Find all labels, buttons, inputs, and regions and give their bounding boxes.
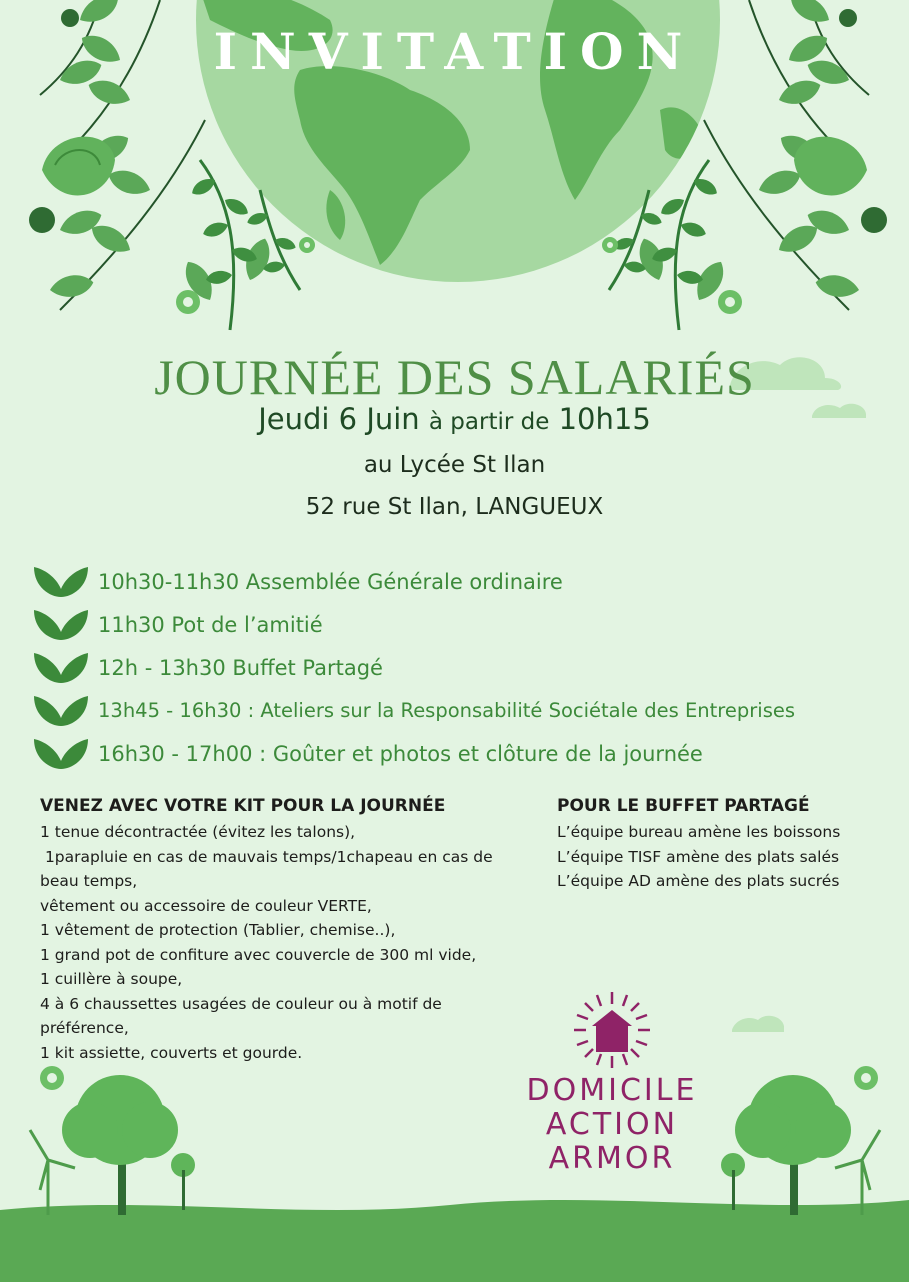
- event-date-connector: à partir de: [428, 409, 550, 435]
- kit-section: [40, 796, 534, 1065]
- event-title: JOURNÉE DES SALARIÉS: [154, 349, 755, 405]
- kit-line: 1 grand pot de confiture avec couvercle de 300 ml vide,: [40, 945, 477, 964]
- event-venue: au Lycée St Ilan: [363, 452, 546, 478]
- logo-line: DOMICILE: [526, 1073, 698, 1108]
- program-item: [32, 732, 902, 775]
- kit-line: 1 cuillère à soupe,: [40, 970, 183, 988]
- event-start-time: 10h15: [558, 402, 651, 436]
- program-item: [32, 603, 902, 646]
- leaf-bullet-icon: [32, 565, 90, 599]
- program-item: [32, 689, 902, 732]
- leaf-bullet-icon: [32, 608, 90, 642]
- buffet-line: L’équipe AD amène des plats sucrés: [557, 872, 840, 890]
- buffet-section: [557, 796, 897, 894]
- program-item: [32, 560, 902, 603]
- kit-line: 1parapluie en cas de mauvais temps/1chapeau en cas de beau temps,: [40, 847, 498, 890]
- sun-house-icon: [522, 990, 702, 1070]
- program-item-text: 13h45 - 16h30 : Ateliers sur la Responsabilité Sociétale des Entreprises: [98, 699, 796, 722]
- buffet-line: L’équipe bureau amène les boissons: [557, 823, 841, 841]
- buffet-line: L’équipe TISF amène des plats salés: [557, 847, 840, 866]
- program-item-text: 16h30 - 17h00 : Goûter et photos et clôture de la journée: [98, 741, 703, 766]
- program-item-text: 10h30-11h30 Assemblée Générale ordinaire: [98, 569, 563, 594]
- kit-line: 4 à 6 chaussettes usagées de couleur ou à motif de préférence,: [40, 994, 442, 1037]
- program-list: [32, 560, 902, 775]
- program-item: [32, 646, 902, 689]
- leaf-bullet-icon: [32, 651, 90, 685]
- invitation-title: INVITATION: [213, 22, 696, 81]
- event-date-line: [0, 402, 909, 436]
- event-address: 52 rue St Ilan, LANGUEUX: [305, 494, 604, 520]
- kit-line: 1 kit assiette, couverts et gourde.: [40, 1043, 303, 1062]
- leaf-bullet-icon: [32, 737, 90, 771]
- kit-line: vêtement ou accessoire de couleur VERTE,: [40, 896, 372, 915]
- kit-title: VENEZ AVEC VOTRE KIT POUR LA JOURNÉE: [40, 796, 446, 816]
- program-item-text: 11h30 Pot de l’amitié: [98, 612, 323, 637]
- kit-line: 1 vêtement de protection (Tablier, chemise..),: [40, 921, 396, 939]
- logo-line: ARMOR: [548, 1141, 676, 1176]
- program-item-text: 12h - 13h30 Buffet Partagé: [98, 655, 383, 680]
- domicile-action-armor-logo: [522, 990, 702, 1180]
- leaf-bullet-icon: [32, 694, 90, 728]
- logo-line: ACTION: [545, 1107, 679, 1142]
- kit-line: 1 tenue décontractée (évitez les talons),: [40, 823, 356, 841]
- event-date: Jeudi 6 Juin: [258, 402, 420, 436]
- buffet-title: POUR LE BUFFET PARTAGÉ: [557, 796, 810, 816]
